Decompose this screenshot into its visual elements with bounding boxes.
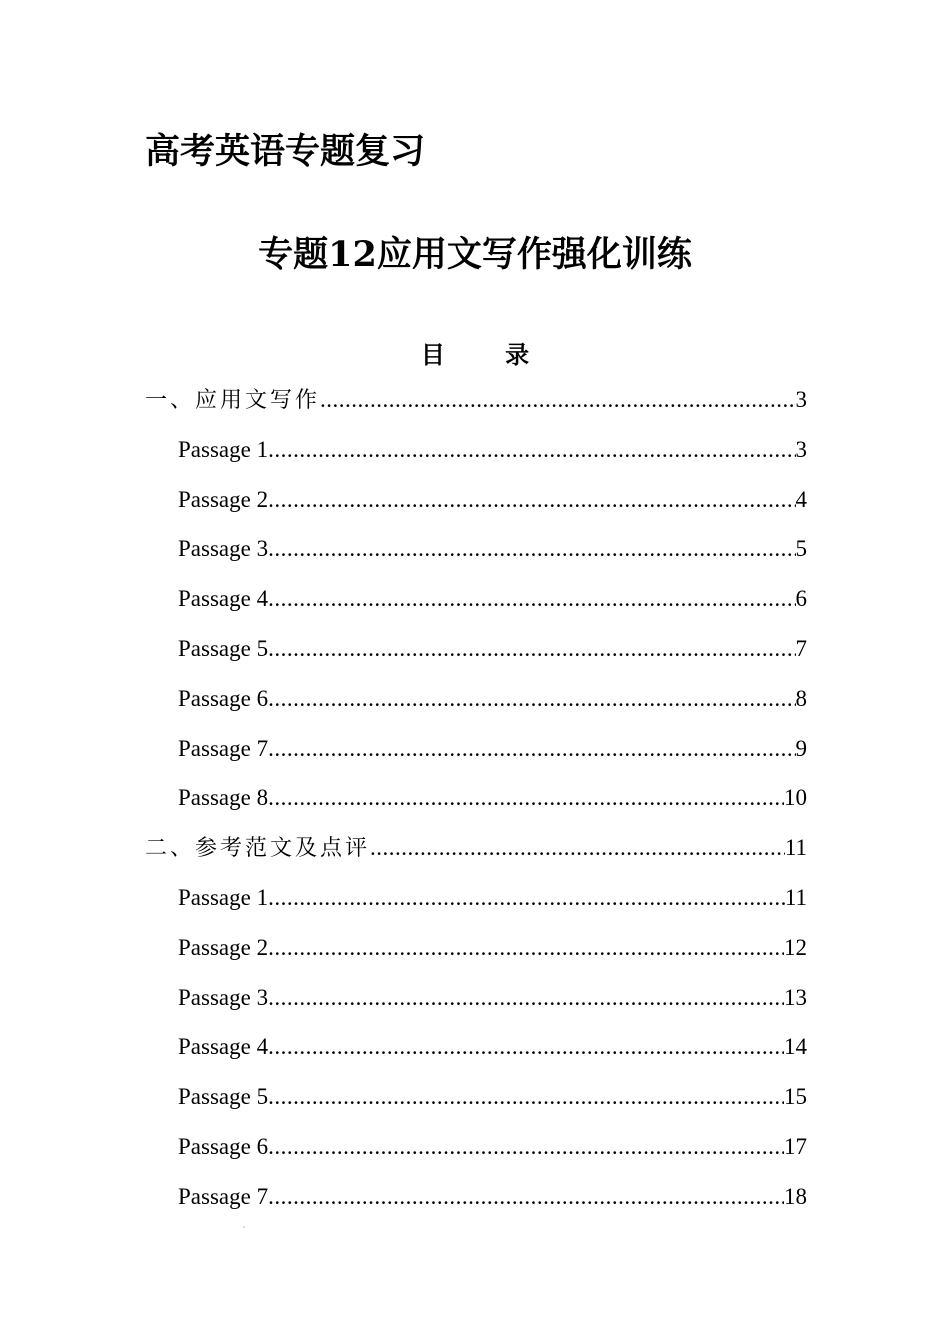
- toc-entry-label: Passage 7: [178, 735, 269, 761]
- toc-dot-leader: [268, 930, 784, 966]
- toc-entry-passage-4[interactable]: [145, 581, 807, 631]
- toc-entry-label: Passage 3: [178, 536, 269, 562]
- toc-entry-page: 14: [784, 1034, 807, 1060]
- toc-entry-page: 6: [795, 586, 807, 612]
- toc-entry-sample-3[interactable]: [145, 980, 807, 1030]
- toc-entry-page: 17: [784, 1133, 807, 1159]
- toc-entry-label: Passage 2: [178, 486, 269, 512]
- toc-entry-label: Passage 5: [178, 635, 269, 661]
- toc-dot-leader: [268, 780, 784, 816]
- table-of-contents: [145, 382, 807, 1229]
- toc-entry-passage-5[interactable]: [145, 631, 807, 681]
- toc-entry-page: 10: [784, 785, 807, 811]
- toc-entry-sample-1[interactable]: [145, 880, 807, 930]
- toc-entry-label: Passage 5: [178, 1084, 269, 1110]
- toc-entry-page: 5: [795, 536, 807, 562]
- toc-dot-leader: [268, 980, 784, 1016]
- toc-entry-page: 7: [795, 635, 807, 661]
- toc-entry-label: Passage 6: [178, 1133, 269, 1159]
- toc-entry-page: 9: [795, 735, 807, 761]
- toc-dot-leader: [268, 731, 795, 767]
- toc-entry-label: Passage 4: [178, 1034, 269, 1060]
- toc-dot-leader: [268, 1029, 784, 1065]
- toc-entry-page: 18: [784, 1183, 807, 1209]
- toc-entry-page: 11: [784, 884, 807, 910]
- toc-entry-section-1[interactable]: [145, 382, 807, 432]
- toc-entry-page: 13: [784, 984, 807, 1010]
- toc-entry-sample-6[interactable]: [145, 1129, 807, 1179]
- toc-dot-leader: [320, 382, 795, 418]
- toc-entry-page: 8: [795, 685, 807, 711]
- toc-entry-label: Passage 1: [178, 884, 269, 910]
- toc-dot-leader: [370, 830, 785, 866]
- toc-dot-leader: [268, 880, 785, 916]
- toc-entry-sample-4[interactable]: [145, 1029, 807, 1079]
- toc-entry-section-2[interactable]: [145, 830, 807, 880]
- toc-entry-label: Passage 4: [178, 586, 269, 612]
- toc-dot-leader: [268, 1129, 784, 1165]
- toc-entry-passage-2[interactable]: [145, 482, 807, 532]
- document-title: 高考英语专题复习: [145, 131, 426, 172]
- toc-entry-sample-5[interactable]: [145, 1079, 807, 1129]
- toc-dot-leader: [268, 1079, 784, 1115]
- toc-entry-label: Passage 7: [178, 1183, 269, 1209]
- scan-speck: [243, 1226, 245, 1228]
- toc-entry-label: Passage 3: [178, 984, 269, 1010]
- toc-entry-page: 3: [795, 436, 807, 462]
- toc-dot-leader: [268, 1179, 784, 1215]
- toc-entry-label: Passage 8: [178, 785, 269, 811]
- toc-entry-passage-3[interactable]: [145, 531, 807, 581]
- toc-heading: 目 录: [420, 340, 556, 369]
- document-subtitle: 专题12应用文写作强化训练: [258, 234, 692, 275]
- toc-entry-label: 一、应用文写作: [145, 388, 321, 413]
- toc-entry-label: 二、参考范文及点评: [145, 836, 371, 862]
- toc-entry-passage-8[interactable]: [145, 780, 807, 830]
- toc-entry-page: 15: [784, 1084, 807, 1110]
- toc-entry-page: 4: [795, 486, 807, 512]
- toc-entry-page: 11: [784, 835, 807, 861]
- toc-entry-label: Passage 1: [178, 436, 269, 462]
- toc-entry-page: 12: [784, 934, 807, 960]
- toc-entry-label: Passage 6: [178, 685, 269, 711]
- toc-dot-leader: [268, 581, 795, 617]
- toc-dot-leader: [268, 681, 795, 717]
- toc-dot-leader: [268, 531, 795, 567]
- toc-dot-leader: [268, 432, 795, 468]
- toc-entry-passage-1[interactable]: [145, 432, 807, 482]
- toc-entry-passage-6[interactable]: [145, 681, 807, 731]
- toc-entry-label: Passage 2: [178, 934, 269, 960]
- toc-dot-leader: [268, 631, 795, 667]
- toc-dot-leader: [268, 482, 795, 518]
- toc-entry-sample-7[interactable]: [145, 1179, 807, 1229]
- toc-entry-passage-7[interactable]: [145, 731, 807, 781]
- toc-entry-sample-2[interactable]: [145, 930, 807, 980]
- toc-entry-page: 3: [795, 387, 807, 412]
